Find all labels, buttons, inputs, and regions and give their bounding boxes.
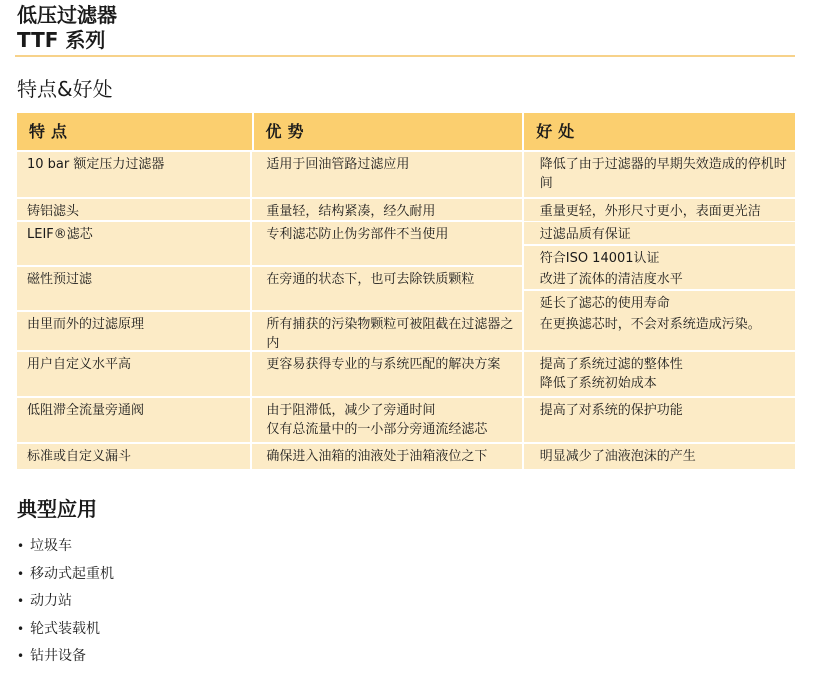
application-label: 移动式起重机 xyxy=(30,565,114,582)
advantage-cell: 专利滤芯防止伪劣部件不当使用 xyxy=(252,222,521,265)
table-row xyxy=(17,199,795,220)
benefit-cell xyxy=(524,152,795,197)
benefit-cell xyxy=(524,444,795,469)
application-item xyxy=(17,565,114,593)
benefit-item: 重量更轻，外形尺寸更小，表面更光洁 xyxy=(524,199,795,221)
advantage-cell: 在旁通的状态下，也可去除铁质颗粒 xyxy=(252,267,521,310)
application-item xyxy=(17,647,114,675)
table-row xyxy=(17,312,795,350)
application-item xyxy=(17,620,114,648)
benefit-cell xyxy=(524,398,795,442)
benefit-cell xyxy=(524,199,795,220)
bullet-icon: • xyxy=(17,621,25,636)
advantage-cell: 适用于回油管路过滤应用 xyxy=(252,152,521,197)
table-header xyxy=(17,113,795,150)
bullet-icon: • xyxy=(17,594,25,608)
advantage-cell: 由于阻滞低，减少了旁通时间 仅有总流量中的一小部分旁通流经滤芯 xyxy=(252,398,521,442)
benefit-cell xyxy=(524,222,795,265)
applications-list xyxy=(17,537,114,675)
benefit-cell xyxy=(524,267,795,310)
feature-cell: LEIF®滤芯 xyxy=(17,222,250,265)
features-heading: 特点&好处 xyxy=(17,77,113,101)
series-title: TTF 系列 xyxy=(17,28,106,52)
feature-cell: 由里而外的过滤原理 xyxy=(17,312,250,350)
advantage-cell: 确保进入油箱的油液处于油箱液位之下 xyxy=(252,444,521,469)
document-title: 低压过滤器 xyxy=(17,3,117,27)
application-item xyxy=(17,537,114,565)
feature-cell: 用户自定义水平高 xyxy=(17,352,250,396)
benefit-item: 改进了流体的清洁度水平 xyxy=(524,267,795,289)
benefit-item: 明显减少了油液泡沫的产生 xyxy=(524,444,795,469)
feature-cell: 铸铝滤头 xyxy=(17,199,250,220)
feature-cell: 低阻滞全流量旁通阀 xyxy=(17,398,250,442)
table-row xyxy=(17,398,795,442)
benefit-item: 过滤品质有保证 xyxy=(524,222,795,244)
features-table xyxy=(17,113,795,469)
bullet-icon: • xyxy=(17,539,25,553)
advantage-cell: 重量轻，结构紧凑，经久耐用 xyxy=(252,199,521,220)
application-label: 动力站 xyxy=(30,593,72,609)
bullet-icon: • xyxy=(17,649,25,663)
title-divider xyxy=(15,55,795,57)
benefit-item: 在更换滤芯时，不会对系统造成污染。 xyxy=(524,312,795,350)
benefit-cell xyxy=(524,312,795,350)
advantage-cell: 更容易获得专业的与系统匹配的解决方案 xyxy=(252,352,521,396)
bullet-icon: • xyxy=(17,566,25,581)
column-header-feature: 特点 xyxy=(29,122,74,141)
benefit-item: 符合ISO 14001认证 xyxy=(524,246,795,268)
feature-cell: 磁性预过滤 xyxy=(17,267,250,310)
benefit-item: 延长了滤芯的使用寿命 xyxy=(524,291,795,313)
table-row xyxy=(17,267,795,310)
column-header-benefit: 好处 xyxy=(536,122,581,141)
table-row xyxy=(17,152,795,197)
advantage-cell: 所有捕获的污染物颗粒可被阻截在过滤器之内 xyxy=(252,312,521,350)
table-row xyxy=(17,222,795,265)
table-body xyxy=(17,152,795,469)
table-row xyxy=(17,444,795,469)
benefit-item: 提高了系统过滤的整体性 降低了系统初始成本 xyxy=(524,352,795,396)
feature-cell: 标准或自定义漏斗 xyxy=(17,444,250,469)
application-label: 轮式装载机 xyxy=(30,620,100,637)
benefit-item: 降低了由于过滤器的早期失效造成的停机时间 xyxy=(524,152,795,197)
benefit-item: 提高了对系统的保护功能 xyxy=(524,398,795,442)
application-item xyxy=(17,592,114,620)
column-header-advantage: 优势 xyxy=(265,122,310,141)
benefit-cell xyxy=(524,352,795,396)
applications-heading: 典型应用 xyxy=(17,497,97,521)
application-label: 垃圾车 xyxy=(30,538,72,554)
feature-cell: 10 bar 额定压力过滤器 xyxy=(17,152,250,197)
application-label: 钻井设备 xyxy=(30,648,86,664)
table-row xyxy=(17,352,795,396)
